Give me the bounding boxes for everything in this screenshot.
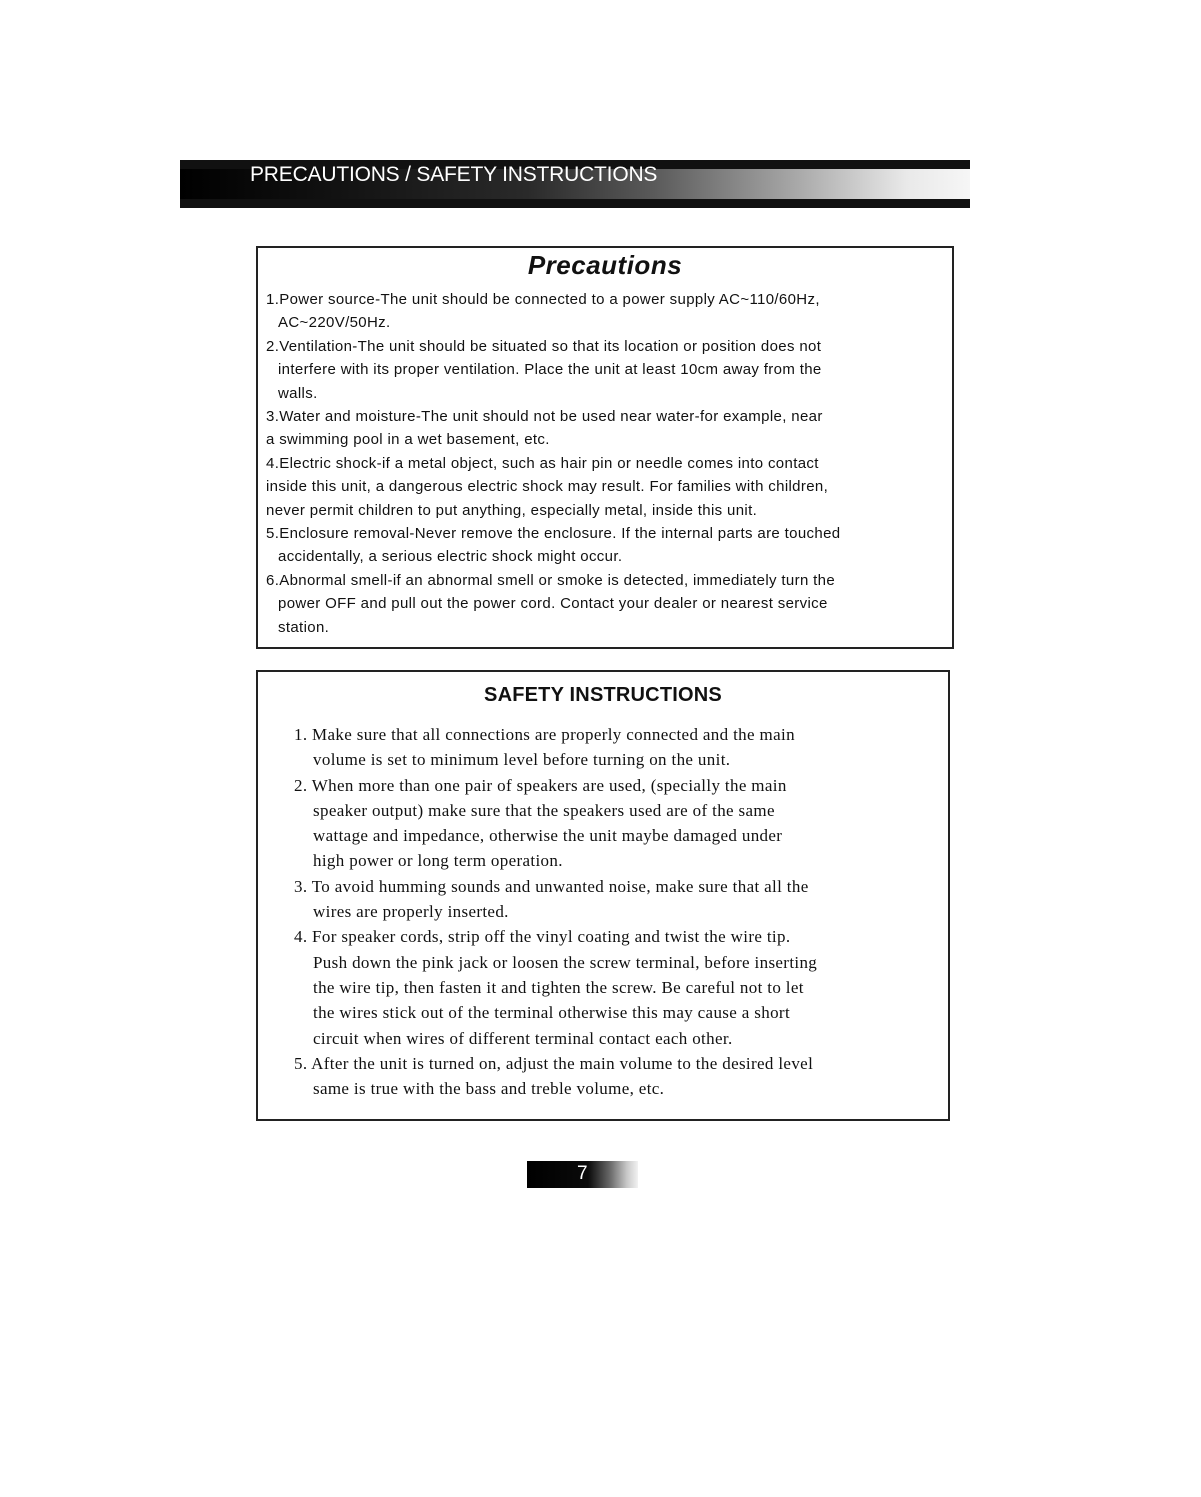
precaution-line: never permit children to put anything, especially metal, inside this unit.	[266, 501, 758, 519]
safety-instructions-box	[256, 670, 950, 1121]
precaution-line: AC~220V/50Hz.	[278, 314, 391, 332]
precaution-line: inside this unit, a dangerous electric shock may result. For families with children,	[266, 478, 829, 496]
safety-item	[294, 924, 938, 1050]
safety-item	[294, 1051, 938, 1102]
precautions-box	[256, 246, 954, 649]
precaution-item	[266, 405, 948, 452]
precaution-item	[266, 288, 948, 335]
precaution-line: a swimming pool in a wet basement, etc.	[266, 431, 550, 449]
precaution-line: interfere with its proper ventilation. Place the unit at least 10cm away from the	[278, 361, 822, 379]
precaution-item	[266, 335, 948, 405]
precaution-line: station.	[278, 618, 330, 636]
precaution-item	[266, 452, 948, 522]
safety-line: high power or long term operation.	[313, 851, 563, 871]
section-header-title: PRECAUTIONS / SAFETY INSTRUCTIONS	[250, 163, 658, 186]
safety-line: wattage and impedance, otherwise the unit maybe damaged under	[313, 826, 783, 846]
safety-instructions-title: SAFETY INSTRUCTIONS	[484, 684, 722, 706]
safety-item	[294, 874, 938, 925]
precaution-line: 3.Water and moisture-The unit should not be used near water-for example, near	[266, 408, 823, 426]
section-header-bar	[180, 160, 970, 208]
precautions-title: Precautions	[527, 250, 683, 280]
safety-item	[294, 722, 938, 773]
precaution-line: 6.Abnormal smell-if an abnormal smell or smoke is detected, immediately turn the	[266, 571, 836, 589]
precaution-item	[266, 569, 948, 639]
safety-line: 5. After the unit is turned on, adjust the main volume to the desired level	[294, 1053, 814, 1073]
safety-item	[294, 773, 938, 874]
safety-instructions-list	[294, 722, 938, 1101]
precaution-line: 2.Ventilation-The unit should be situated so that its location or position does not	[266, 337, 822, 355]
safety-line: volume is set to minimum level before turning on the unit.	[313, 750, 731, 770]
safety-line: circuit when wires of different terminal contact each other.	[313, 1028, 733, 1048]
safety-line: the wire tip, then fasten it and tighten the screw. Be careful not to let	[313, 977, 804, 997]
safety-line: speaker output) make sure that the speakers used are of the same	[313, 800, 775, 820]
safety-line: 3. To avoid humming sounds and unwanted noise, make sure that all the	[294, 876, 809, 896]
precaution-line: power OFF and pull out the power cord. Contact your dealer or nearest service	[278, 595, 828, 613]
precaution-line: walls.	[278, 384, 318, 402]
safety-line: same is true with the bass and treble volume, etc.	[313, 1079, 665, 1099]
precaution-item	[266, 522, 948, 569]
precautions-list	[266, 288, 948, 639]
safety-line: the wires stick out of the terminal otherwise this may cause a short	[313, 1003, 791, 1023]
safety-line: Push down the pink jack or loosen the screw terminal, before inserting	[313, 952, 818, 972]
precaution-line: 5.Enclosure removal-Never remove the enclosure. If the internal parts are touched	[266, 525, 841, 543]
page-number-badge	[527, 1161, 638, 1188]
precaution-line: 1.Power source-The unit should be connected to a power supply AC~110/60Hz,	[266, 291, 820, 308]
safety-line: 4. For speaker cords, strip off the vinyl coating and twist the wire tip.	[294, 927, 791, 947]
safety-line: 1. Make sure that all connections are properly connected and the main	[294, 725, 795, 744]
precaution-line: accidentally, a serious electric shock might occur.	[278, 548, 623, 566]
safety-line: wires are properly inserted.	[313, 902, 509, 922]
safety-line: 2. When more than one pair of speakers are used, (specially the main	[294, 775, 787, 795]
page-number: 7	[577, 1163, 588, 1184]
precaution-line: 4.Electric shock-if a metal object, such as hair pin or needle comes into contact	[266, 454, 819, 472]
